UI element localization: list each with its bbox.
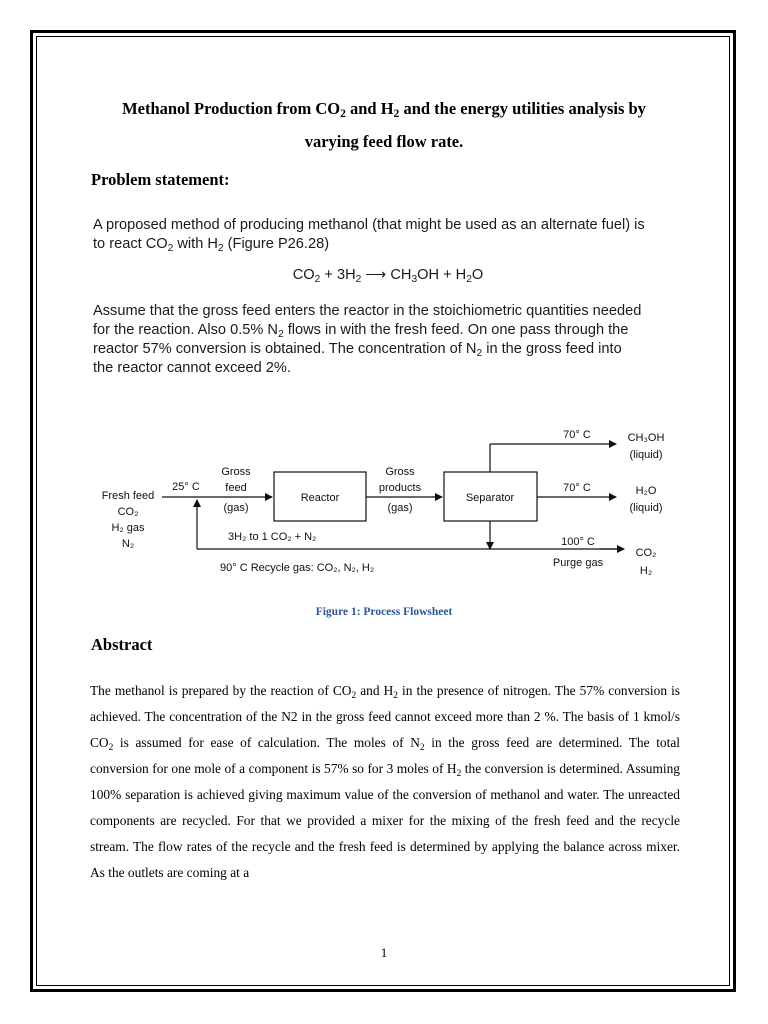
- ratio-label: 3H₂ to 1 CO₂ + N₂: [228, 531, 317, 543]
- methanol-phase: (liquid): [629, 449, 663, 461]
- purge-gas-label: Purge gas: [552, 557, 604, 569]
- gross-products-label-3: (gas): [387, 502, 413, 514]
- reaction-equation: $CO_2 + 3H_2$ ⟶ $CH_3OH + H_2O$: [292, 267, 484, 285]
- fresh-feed-co2: CO₂: [117, 506, 139, 518]
- document-title: Methanol Production from $CO_2$ and $H_2$ and the energy utilities analysis by varying feed flow rate.: [122, 99, 646, 151]
- purge-co2: CO₂: [635, 547, 657, 559]
- abstract-heading: Abstract: [91, 635, 153, 654]
- temp-25-label: 25° C: [172, 481, 200, 493]
- gross-feed-label-1: Gross: [221, 466, 251, 478]
- methanol-label: CH₃OH: [627, 432, 665, 444]
- gross-feed-label-3: (gas): [223, 502, 249, 514]
- gross-products-label-2: products: [378, 482, 422, 494]
- water-phase: (liquid): [629, 502, 663, 514]
- fresh-feed-n2: N₂: [121, 538, 135, 550]
- page-number: 1: [380, 945, 388, 960]
- separator-label: Separator: [465, 492, 515, 504]
- problem-assumptions: Assume that the gross feed enters the reactor in the stoichiometric quantities needed for the reaction. Also 0.5% $N_2$ flows in with the fresh feed. On one pass through the reactor 57% conversion is obtained. The concentration of $N_2$ in the gross feed into the reactor cannot exceed 2%.: [93, 303, 642, 376]
- problem-statement-heading: Problem statement:: [91, 170, 230, 189]
- figure-caption: Figure 1: Process Flowsheet: [315, 606, 453, 618]
- purge-h2: H₂: [639, 565, 653, 577]
- water-label: H₂O: [635, 485, 657, 497]
- fresh-feed-h2: H₂ gas: [111, 522, 145, 534]
- gross-feed-label-2: feed: [225, 482, 247, 494]
- temp-100-label: 100° C: [561, 536, 595, 548]
- abstract-body: The methanol is prepared by the reaction of $CO_2$ and $H_2$ in the presence of nitrogen. The 57% conversion is achieved. The concentration of the N2 in the gross feed cannot exceed more than 2 %. The basis of 1 kmol/s $CO_2$ is assumed for ease of calculation. The moles of $N_2$ in the gross feed are determined. The total conversion for one mole of a component is 57% so for 3 moles of $H_2$ the conversion is determined. Assuming 100% separation is achieved giving maximum value of the conversion of methanol and water. The unreacted components are recycled. For that we provided a mixer for the mixing of the fresh feed and the recycle stream. The flow rates of the recycle and the fresh feed is determined by applying the balance across mixer. As the outlets are coming at a: [90, 683, 681, 880]
- reactor-label: Reactor: [300, 492, 340, 504]
- temp-70-water: 70° C: [563, 482, 591, 494]
- recycle-label: 90° C Recycle gas: CO₂, N₂, H₂: [220, 562, 375, 574]
- fresh-feed-label: Fresh feed: [101, 490, 155, 502]
- temp-70-methanol: 70° C: [563, 429, 591, 441]
- problem-intro: A proposed method of producing methanol (that might be used as an alternate fuel) is to react $CO_2$ with $H_2$ (Figure P26.28): [93, 217, 645, 254]
- gross-products-label-1: Gross: [385, 466, 415, 478]
